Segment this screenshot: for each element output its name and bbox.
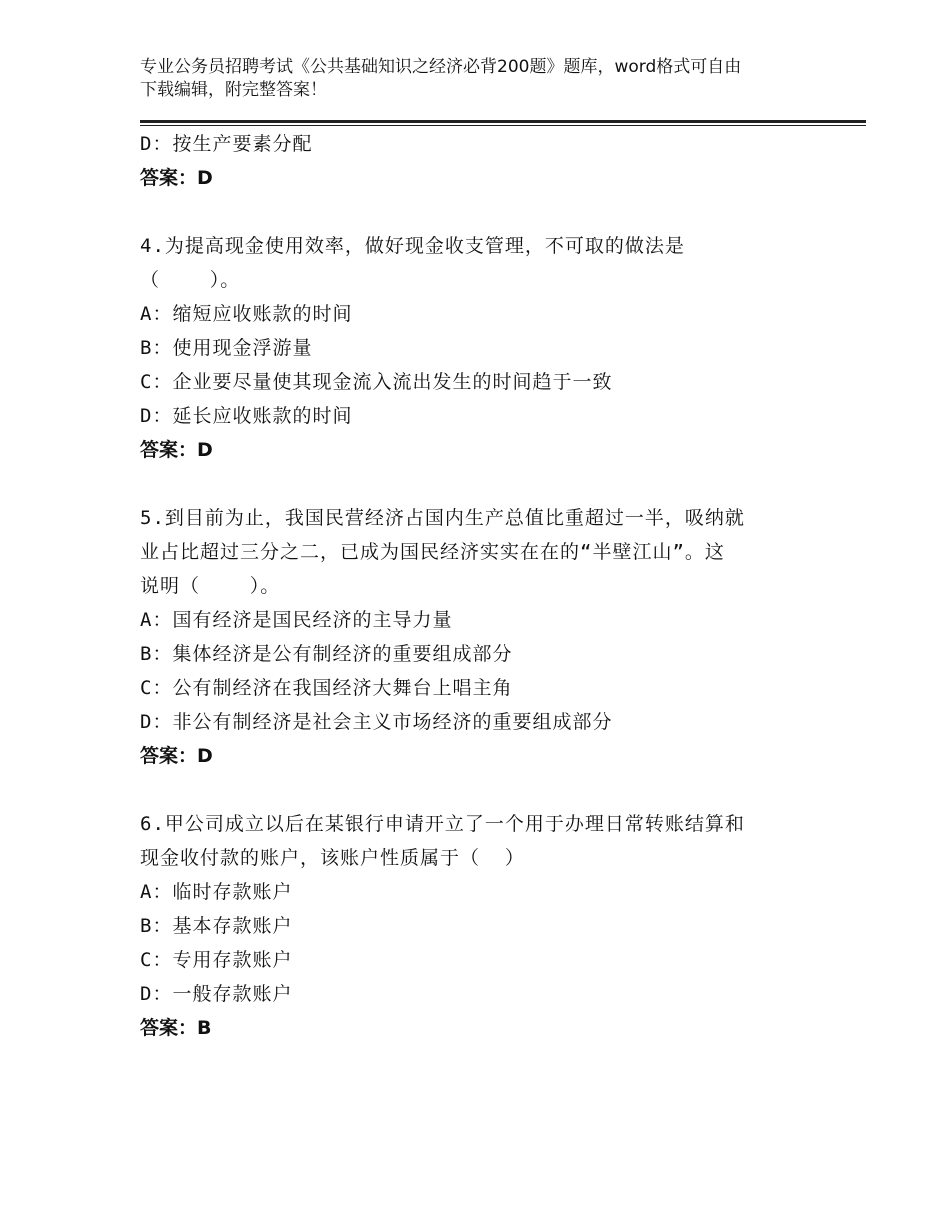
option-d: D：非公有制经济是社会主义市场经济的重要组成部分 (140, 711, 613, 733)
question-gap (140, 467, 800, 501)
answer-label: 答案：D (140, 167, 213, 189)
header-rule-thick (140, 120, 866, 123)
option-a: A：国有经济是国民经济的主导力量 (140, 609, 453, 631)
answer-label: 答案：B (140, 1017, 212, 1039)
option-c: C：专用存款账户 (140, 949, 293, 971)
header-line-1: 专业公务员招聘考试《公共基础知识之经济必背200题》题库，word格式可自由 (140, 57, 742, 77)
question-stem: 4.为提高现金使用效率，做好现金收支管理，不可取的做法是 (140, 235, 685, 257)
question-stem: 5.到目前为止，我国民营经济占国内生产总值比重超过一半，吸纳就 (140, 507, 745, 529)
option-d: D：按生产要素分配 (140, 133, 313, 155)
question-3-tail (140, 127, 800, 195)
question-4 (140, 229, 800, 467)
question-gap (140, 195, 800, 229)
question-gap (140, 773, 800, 807)
header-line-2: 下载编辑，附完整答案！ (140, 80, 327, 100)
header-rule-thin (140, 125, 866, 126)
option-c: C：公有制经济在我国经济大舞台上唱主角 (140, 677, 513, 699)
question-6 (140, 807, 800, 1045)
question-stem: 现金收付款的账户，该账户性质属于（ ） (140, 847, 525, 869)
option-d: D：延长应收账款的时间 (140, 405, 353, 427)
question-stem: 说明（ ）。 (140, 575, 281, 597)
document-header (140, 56, 805, 102)
option-d: D：一般存款账户 (140, 983, 293, 1005)
question-5 (140, 501, 800, 773)
document-body (140, 127, 800, 1045)
option-b: B：使用现金浮游量 (140, 337, 313, 359)
answer-label: 答案：D (140, 439, 213, 461)
question-stem: （ ）。 (140, 269, 241, 291)
question-stem: 业占比超过三分之二，已成为国民经济实实在在的“半壁江山”。这 (140, 541, 725, 563)
option-b: B：集体经济是公有制经济的重要组成部分 (140, 643, 513, 665)
option-a: A：缩短应收账款的时间 (140, 303, 353, 325)
question-stem: 6.甲公司成立以后在某银行申请开立了一个用于办理日常转账结算和 (140, 813, 745, 835)
answer-label: 答案：D (140, 745, 213, 767)
option-a: A：临时存款账户 (140, 881, 293, 903)
option-b: B：基本存款账户 (140, 915, 293, 937)
option-c: C：企业要尽量使其现金流入流出发生的时间趋于一致 (140, 371, 613, 393)
